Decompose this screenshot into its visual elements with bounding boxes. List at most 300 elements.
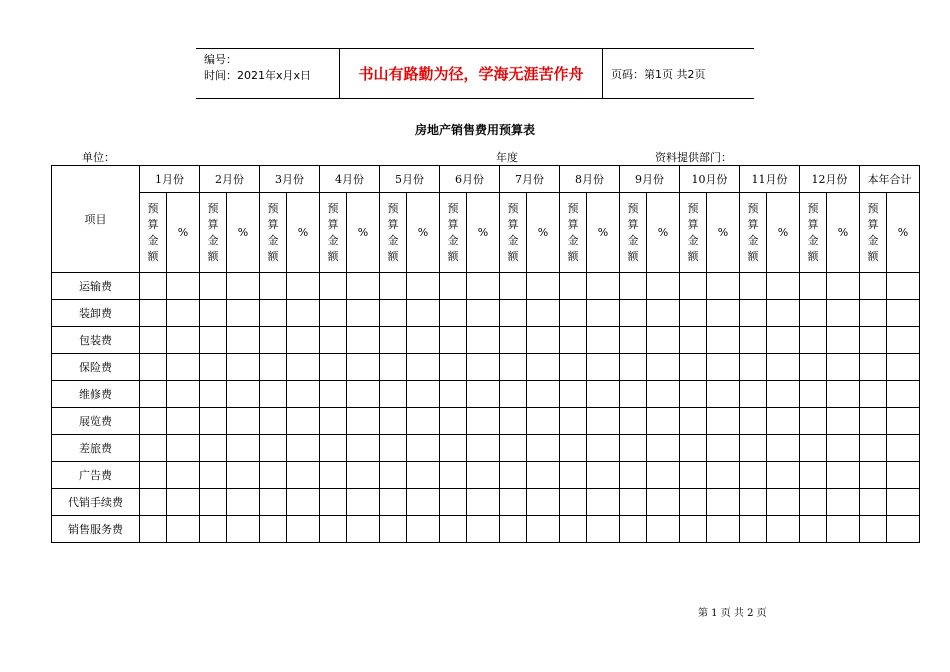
table-cell[interactable] xyxy=(527,462,560,489)
table-cell[interactable] xyxy=(260,489,287,516)
table-cell[interactable] xyxy=(587,354,620,381)
table-cell[interactable] xyxy=(860,489,887,516)
table-cell[interactable] xyxy=(347,489,380,516)
table-cell[interactable] xyxy=(647,273,680,300)
table-cell[interactable] xyxy=(287,354,320,381)
table-cell[interactable] xyxy=(440,516,467,543)
table-cell[interactable] xyxy=(887,408,920,435)
table-cell[interactable] xyxy=(560,327,587,354)
table-cell[interactable] xyxy=(140,354,167,381)
table-cell[interactable] xyxy=(407,489,440,516)
table-cell[interactable] xyxy=(800,273,827,300)
table-cell[interactable] xyxy=(200,408,227,435)
table-cell[interactable] xyxy=(167,489,200,516)
table-cell[interactable] xyxy=(500,408,527,435)
table-cell[interactable] xyxy=(407,354,440,381)
table-cell[interactable] xyxy=(407,435,440,462)
table-cell[interactable] xyxy=(587,381,620,408)
table-cell[interactable] xyxy=(560,516,587,543)
table-cell[interactable] xyxy=(800,327,827,354)
table-cell[interactable] xyxy=(287,273,320,300)
budget-amount-char: 算 xyxy=(267,217,279,231)
table-cell[interactable] xyxy=(440,327,467,354)
table-cell[interactable] xyxy=(200,516,227,543)
table-cell[interactable] xyxy=(320,489,347,516)
table-cell[interactable] xyxy=(707,516,740,543)
table-cell[interactable] xyxy=(347,408,380,435)
table-cell[interactable] xyxy=(227,489,260,516)
table-cell[interactable] xyxy=(200,381,227,408)
table-cell[interactable] xyxy=(347,300,380,327)
table-cell[interactable] xyxy=(560,408,587,435)
item-label: 维修费 xyxy=(52,381,140,408)
budget-amount-char: 预 xyxy=(267,201,279,215)
table-cell[interactable] xyxy=(287,327,320,354)
table-cell[interactable] xyxy=(860,408,887,435)
table-cell[interactable] xyxy=(140,300,167,327)
table-cell[interactable] xyxy=(500,354,527,381)
table-cell[interactable] xyxy=(167,381,200,408)
table-cell[interactable] xyxy=(620,381,647,408)
table-cell[interactable] xyxy=(680,300,707,327)
table-cell[interactable] xyxy=(440,273,467,300)
table-cell[interactable] xyxy=(140,408,167,435)
budget-amount-char: 算 xyxy=(147,217,159,231)
table-cell[interactable] xyxy=(587,435,620,462)
table-cell[interactable] xyxy=(200,300,227,327)
table-cell[interactable] xyxy=(167,435,200,462)
budget-amount-char: 金 xyxy=(627,233,639,247)
table-cell[interactable] xyxy=(287,462,320,489)
table-cell[interactable] xyxy=(587,273,620,300)
table-cell[interactable] xyxy=(500,462,527,489)
item-label: 差旅费 xyxy=(52,435,140,462)
table-cell[interactable] xyxy=(800,516,827,543)
table-cell[interactable] xyxy=(140,273,167,300)
table-cell[interactable] xyxy=(767,273,800,300)
table-cell[interactable] xyxy=(140,435,167,462)
table-cell[interactable] xyxy=(287,408,320,435)
table-cell[interactable] xyxy=(320,273,347,300)
table-cell[interactable] xyxy=(707,489,740,516)
table-cell[interactable] xyxy=(647,489,680,516)
table-cell[interactable] xyxy=(887,300,920,327)
table-cell[interactable] xyxy=(527,516,560,543)
table-cell[interactable] xyxy=(560,462,587,489)
table-cell[interactable] xyxy=(740,300,767,327)
budget-amount-char: 金 xyxy=(687,233,699,247)
table-cell[interactable] xyxy=(380,516,407,543)
table-cell[interactable] xyxy=(560,435,587,462)
sub-header-row xyxy=(52,193,920,273)
table-cell[interactable] xyxy=(620,462,647,489)
table-cell[interactable] xyxy=(767,435,800,462)
table-cell[interactable] xyxy=(860,327,887,354)
table-cell[interactable] xyxy=(740,462,767,489)
table-cell[interactable] xyxy=(467,381,500,408)
table-cell[interactable] xyxy=(440,381,467,408)
table-cell[interactable] xyxy=(380,408,407,435)
table-cell[interactable] xyxy=(347,516,380,543)
table-cell[interactable] xyxy=(620,516,647,543)
table-cell[interactable] xyxy=(740,273,767,300)
table-cell[interactable] xyxy=(320,435,347,462)
table-cell[interactable] xyxy=(500,435,527,462)
table-cell[interactable] xyxy=(380,327,407,354)
table-cell[interactable] xyxy=(260,462,287,489)
table-cell[interactable] xyxy=(287,489,320,516)
table-cell[interactable] xyxy=(140,327,167,354)
item-label: 广告费 xyxy=(52,462,140,489)
table-cell[interactable] xyxy=(287,435,320,462)
table-cell[interactable] xyxy=(200,489,227,516)
month-header: 1月份 xyxy=(140,166,200,193)
budget-amount-char: 算 xyxy=(807,217,819,231)
table-cell[interactable] xyxy=(380,462,407,489)
table-cell[interactable] xyxy=(260,327,287,354)
table-cell[interactable] xyxy=(827,354,860,381)
table-cell[interactable] xyxy=(740,516,767,543)
table-cell[interactable] xyxy=(527,381,560,408)
table-cell[interactable] xyxy=(827,381,860,408)
table-cell[interactable] xyxy=(140,516,167,543)
table-cell[interactable] xyxy=(680,462,707,489)
budget-amount-char: 额 xyxy=(207,249,219,263)
table-cell[interactable] xyxy=(887,327,920,354)
table-cell[interactable] xyxy=(407,462,440,489)
percent-header: % xyxy=(647,193,680,273)
table-cell[interactable] xyxy=(500,516,527,543)
table-cell[interactable] xyxy=(320,327,347,354)
table-cell[interactable] xyxy=(467,273,500,300)
table-cell[interactable] xyxy=(680,435,707,462)
table-cell[interactable] xyxy=(227,300,260,327)
budget-amount-header xyxy=(800,193,827,273)
table-cell[interactable] xyxy=(527,354,560,381)
table-cell[interactable] xyxy=(620,408,647,435)
table-cell[interactable] xyxy=(560,381,587,408)
table-cell[interactable] xyxy=(467,354,500,381)
table-cell[interactable] xyxy=(740,435,767,462)
table-row xyxy=(52,273,920,300)
table-cell[interactable] xyxy=(800,408,827,435)
table-cell[interactable] xyxy=(560,273,587,300)
table-cell[interactable] xyxy=(560,300,587,327)
table-cell[interactable] xyxy=(707,435,740,462)
table-cell[interactable] xyxy=(440,408,467,435)
table-cell[interactable] xyxy=(467,300,500,327)
table-cell[interactable] xyxy=(767,516,800,543)
table-cell[interactable] xyxy=(800,435,827,462)
table-cell[interactable] xyxy=(380,435,407,462)
table-cell[interactable] xyxy=(380,300,407,327)
table-cell[interactable] xyxy=(587,462,620,489)
budget-amount-char: 金 xyxy=(207,233,219,247)
month-header: 11月份 xyxy=(740,166,800,193)
table-cell[interactable] xyxy=(680,327,707,354)
table-cell[interactable] xyxy=(347,462,380,489)
table-cell[interactable] xyxy=(827,327,860,354)
table-cell[interactable] xyxy=(440,462,467,489)
table-cell[interactable] xyxy=(167,327,200,354)
table-cell[interactable] xyxy=(527,489,560,516)
table-cell[interactable] xyxy=(680,354,707,381)
table-cell[interactable] xyxy=(227,327,260,354)
table-cell[interactable] xyxy=(467,408,500,435)
table-cell[interactable] xyxy=(860,516,887,543)
table-cell[interactable] xyxy=(200,435,227,462)
table-cell[interactable] xyxy=(287,381,320,408)
table-cell[interactable] xyxy=(647,516,680,543)
percent-header: % xyxy=(827,193,860,273)
table-cell[interactable] xyxy=(380,354,407,381)
table-cell[interactable] xyxy=(500,381,527,408)
table-cell[interactable] xyxy=(140,381,167,408)
table-cell[interactable] xyxy=(647,300,680,327)
table-cell[interactable] xyxy=(647,354,680,381)
table-cell[interactable] xyxy=(887,489,920,516)
table-cell[interactable] xyxy=(620,273,647,300)
table-cell[interactable] xyxy=(800,354,827,381)
table-cell[interactable] xyxy=(167,354,200,381)
table-cell[interactable] xyxy=(167,516,200,543)
budget-amount-char: 算 xyxy=(387,217,399,231)
item-label: 展览费 xyxy=(52,408,140,435)
table-cell[interactable] xyxy=(227,462,260,489)
table-cell[interactable] xyxy=(407,273,440,300)
table-cell[interactable] xyxy=(167,273,200,300)
table-cell[interactable] xyxy=(347,327,380,354)
table-cell[interactable] xyxy=(707,273,740,300)
table-cell[interactable] xyxy=(500,273,527,300)
table-cell[interactable] xyxy=(827,489,860,516)
table-cell[interactable] xyxy=(647,435,680,462)
budget-amount-char: 金 xyxy=(567,233,579,247)
table-cell[interactable] xyxy=(467,516,500,543)
table-cell[interactable] xyxy=(167,408,200,435)
item-label: 运输费 xyxy=(52,273,140,300)
table-cell[interactable] xyxy=(200,327,227,354)
table-cell[interactable] xyxy=(227,381,260,408)
table-cell[interactable] xyxy=(467,462,500,489)
table-cell[interactable] xyxy=(827,435,860,462)
percent-header: % xyxy=(587,193,620,273)
table-cell[interactable] xyxy=(467,435,500,462)
budget-amount-char: 预 xyxy=(687,201,699,215)
table-cell[interactable] xyxy=(887,435,920,462)
table-cell[interactable] xyxy=(680,273,707,300)
table-cell[interactable] xyxy=(260,435,287,462)
table-cell[interactable] xyxy=(620,435,647,462)
table-cell[interactable] xyxy=(227,354,260,381)
table-cell[interactable] xyxy=(887,516,920,543)
unit-label: 单位： xyxy=(82,151,115,164)
table-cell[interactable] xyxy=(347,354,380,381)
table-cell[interactable] xyxy=(767,462,800,489)
table-cell[interactable] xyxy=(260,273,287,300)
table-cell[interactable] xyxy=(647,327,680,354)
table-cell[interactable] xyxy=(260,300,287,327)
table-cell[interactable] xyxy=(800,462,827,489)
table-cell[interactable] xyxy=(407,327,440,354)
table-cell[interactable] xyxy=(767,381,800,408)
table-cell[interactable] xyxy=(407,300,440,327)
table-cell[interactable] xyxy=(587,489,620,516)
table-cell[interactable] xyxy=(500,327,527,354)
table-cell[interactable] xyxy=(440,489,467,516)
table-cell[interactable] xyxy=(707,381,740,408)
table-cell[interactable] xyxy=(227,435,260,462)
table-cell[interactable] xyxy=(560,489,587,516)
table-cell[interactable] xyxy=(620,489,647,516)
table-row xyxy=(52,462,920,489)
table-cell[interactable] xyxy=(800,300,827,327)
budget-amount-char: 预 xyxy=(447,201,459,215)
table-cell[interactable] xyxy=(740,408,767,435)
budget-amount-char: 额 xyxy=(567,249,579,263)
table-cell[interactable] xyxy=(320,354,347,381)
table-cell[interactable] xyxy=(440,435,467,462)
table-cell[interactable] xyxy=(287,300,320,327)
table-cell[interactable] xyxy=(860,300,887,327)
table-cell[interactable] xyxy=(347,381,380,408)
table-cell[interactable] xyxy=(527,327,560,354)
table-cell[interactable] xyxy=(647,462,680,489)
table-cell[interactable] xyxy=(860,273,887,300)
table-cell[interactable] xyxy=(740,381,767,408)
table-cell[interactable] xyxy=(800,381,827,408)
table-cell[interactable] xyxy=(140,462,167,489)
table-cell[interactable] xyxy=(200,462,227,489)
table-cell[interactable] xyxy=(440,300,467,327)
budget-amount-char: 预 xyxy=(327,201,339,215)
table-cell[interactable] xyxy=(707,408,740,435)
table-cell[interactable] xyxy=(680,516,707,543)
table-cell[interactable] xyxy=(527,408,560,435)
table-cell[interactable] xyxy=(707,462,740,489)
table-cell[interactable] xyxy=(167,462,200,489)
table-cell[interactable] xyxy=(227,273,260,300)
table-cell[interactable] xyxy=(527,300,560,327)
table-cell[interactable] xyxy=(860,435,887,462)
budget-amount-char: 金 xyxy=(267,233,279,247)
item-label: 保险费 xyxy=(52,354,140,381)
table-cell[interactable] xyxy=(860,381,887,408)
month-header: 12月份 xyxy=(800,166,860,193)
table-cell[interactable] xyxy=(320,462,347,489)
table-cell[interactable] xyxy=(527,273,560,300)
table-cell[interactable] xyxy=(227,516,260,543)
table-cell[interactable] xyxy=(380,489,407,516)
table-cell[interactable] xyxy=(767,408,800,435)
table-cell[interactable] xyxy=(587,516,620,543)
time-label: 时间：2021年x月x日 xyxy=(204,69,312,82)
table-cell[interactable] xyxy=(260,354,287,381)
table-cell[interactable] xyxy=(380,381,407,408)
table-cell[interactable] xyxy=(707,327,740,354)
table-cell[interactable] xyxy=(887,354,920,381)
table-cell[interactable] xyxy=(680,489,707,516)
table-cell[interactable] xyxy=(887,462,920,489)
month-header-row xyxy=(52,166,920,193)
table-cell[interactable] xyxy=(467,489,500,516)
table-cell[interactable] xyxy=(860,462,887,489)
table-cell[interactable] xyxy=(440,354,467,381)
budget-amount-char: 金 xyxy=(447,233,459,247)
table-cell[interactable] xyxy=(620,300,647,327)
table-cell[interactable] xyxy=(647,408,680,435)
table-cell[interactable] xyxy=(200,354,227,381)
table-cell[interactable] xyxy=(707,354,740,381)
table-cell[interactable] xyxy=(467,327,500,354)
table-cell[interactable] xyxy=(200,273,227,300)
table-cell[interactable] xyxy=(500,489,527,516)
table-cell[interactable] xyxy=(647,381,680,408)
table-cell[interactable] xyxy=(767,300,800,327)
table-cell[interactable] xyxy=(347,435,380,462)
table-cell[interactable] xyxy=(587,327,620,354)
table-cell[interactable] xyxy=(380,273,407,300)
table-cell[interactable] xyxy=(407,381,440,408)
table-cell[interactable] xyxy=(407,516,440,543)
table-cell[interactable] xyxy=(740,354,767,381)
budget-amount-header xyxy=(380,193,407,273)
percent-header: % xyxy=(887,193,920,273)
table-cell[interactable] xyxy=(287,516,320,543)
table-cell[interactable] xyxy=(767,327,800,354)
table-cell[interactable] xyxy=(347,273,380,300)
table-cell[interactable] xyxy=(827,462,860,489)
table-cell[interactable] xyxy=(827,273,860,300)
table-cell[interactable] xyxy=(167,300,200,327)
table-cell[interactable] xyxy=(740,489,767,516)
table-cell[interactable] xyxy=(680,381,707,408)
table-cell[interactable] xyxy=(260,516,287,543)
table-cell[interactable] xyxy=(827,408,860,435)
table-cell[interactable] xyxy=(827,516,860,543)
table-cell[interactable] xyxy=(320,300,347,327)
table-cell[interactable] xyxy=(527,435,560,462)
table-cell[interactable] xyxy=(587,300,620,327)
table-cell[interactable] xyxy=(620,354,647,381)
table-cell[interactable] xyxy=(407,408,440,435)
table-cell[interactable] xyxy=(260,381,287,408)
table-cell[interactable] xyxy=(680,408,707,435)
document-header xyxy=(196,48,754,99)
table-cell[interactable] xyxy=(500,300,527,327)
table-cell[interactable] xyxy=(320,381,347,408)
table-cell[interactable] xyxy=(740,327,767,354)
header-page-label: 页码：第1页 共2页 xyxy=(611,68,706,81)
table-cell[interactable] xyxy=(227,408,260,435)
table-cell[interactable] xyxy=(887,381,920,408)
table-cell[interactable] xyxy=(860,354,887,381)
table-cell[interactable] xyxy=(827,300,860,327)
table-cell[interactable] xyxy=(620,327,647,354)
budget-amount-char: 额 xyxy=(507,249,519,263)
table-cell[interactable] xyxy=(587,408,620,435)
table-cell[interactable] xyxy=(320,408,347,435)
table-cell[interactable] xyxy=(887,273,920,300)
table-cell[interactable] xyxy=(767,489,800,516)
table-cell[interactable] xyxy=(260,408,287,435)
table-cell[interactable] xyxy=(320,516,347,543)
table-cell[interactable] xyxy=(767,354,800,381)
table-cell[interactable] xyxy=(800,489,827,516)
table-cell[interactable] xyxy=(140,489,167,516)
table-cell[interactable] xyxy=(707,300,740,327)
table-cell[interactable] xyxy=(560,354,587,381)
